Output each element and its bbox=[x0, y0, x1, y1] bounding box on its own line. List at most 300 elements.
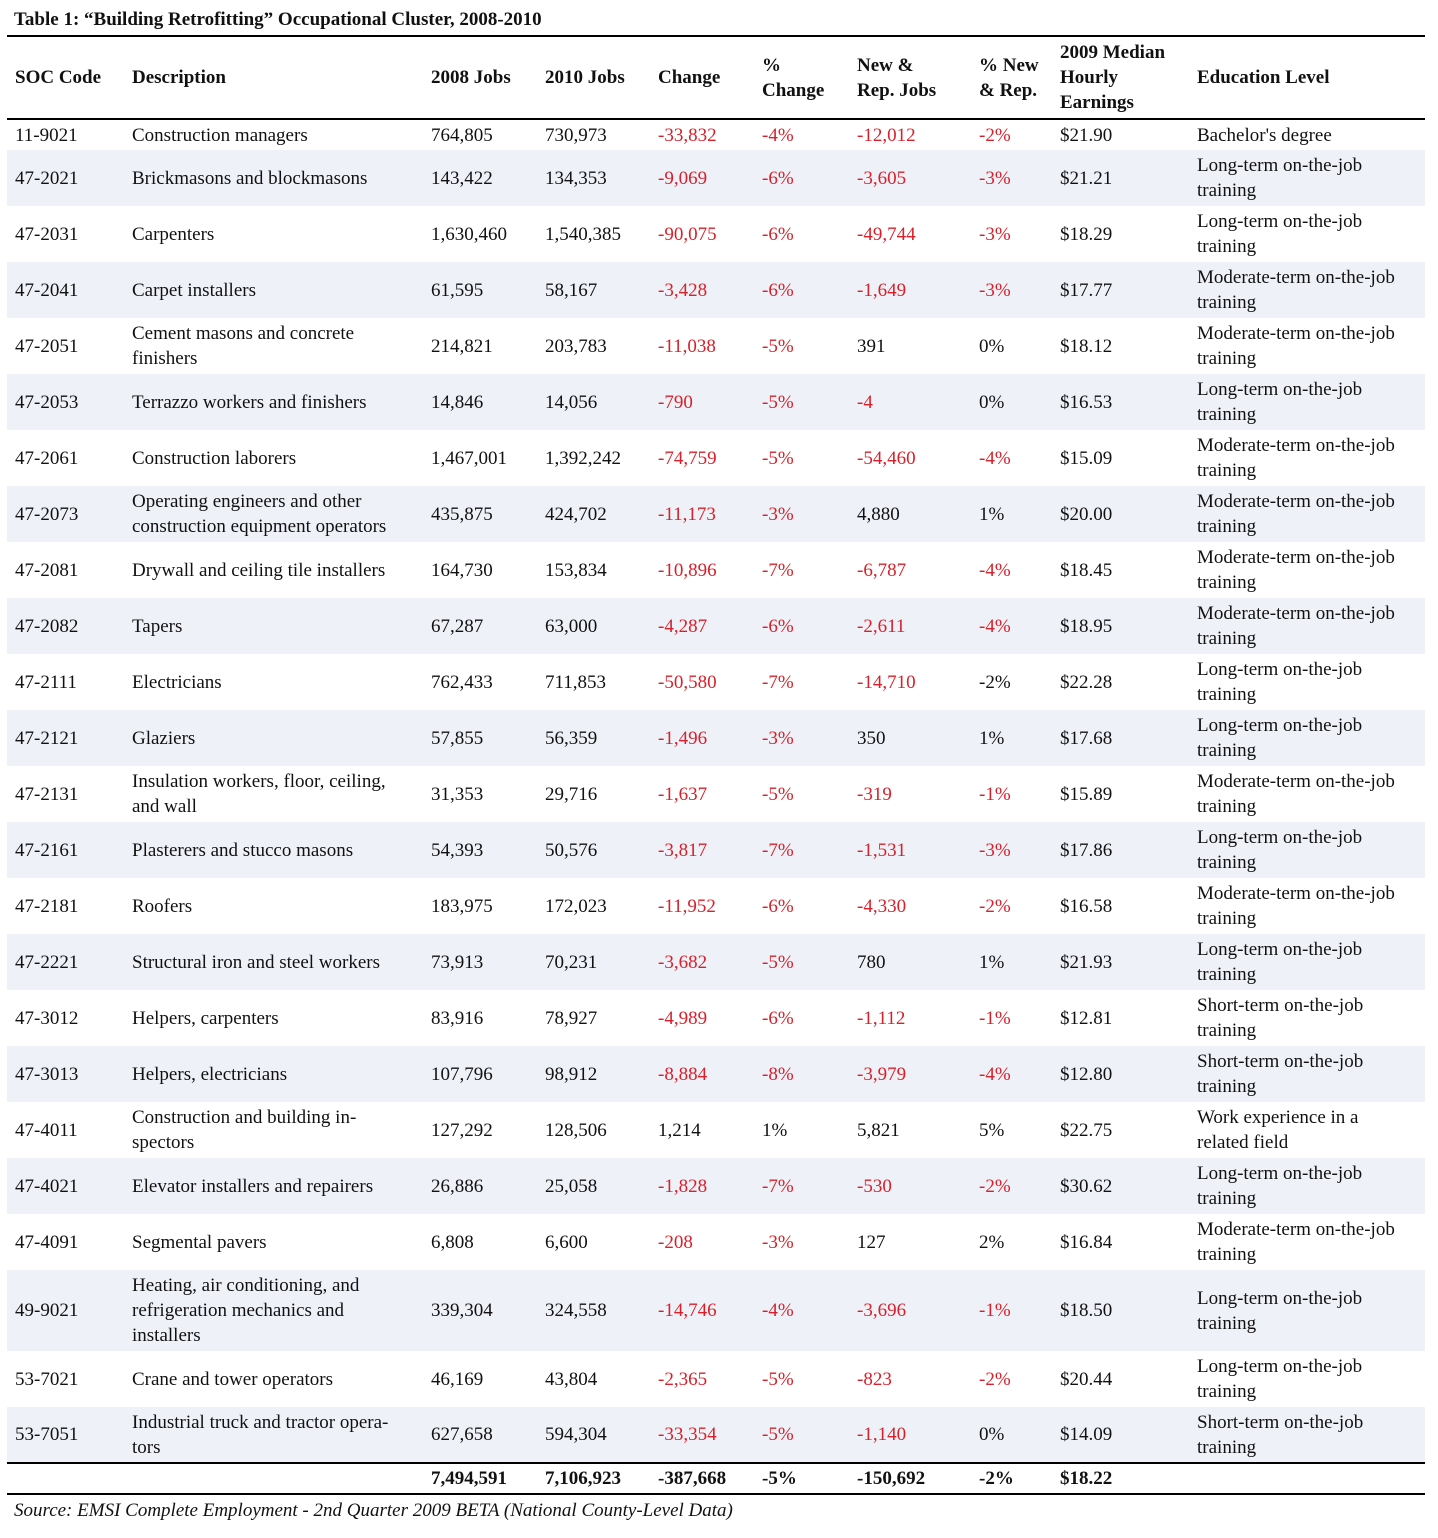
description-cell bbox=[124, 1351, 423, 1407]
description-cell-line: Glaziers bbox=[132, 727, 196, 749]
description-cell bbox=[124, 1102, 423, 1158]
description-cell-line: Segmental pavers bbox=[132, 1231, 267, 1253]
pct-new-rep-cell: 5% bbox=[979, 1119, 1005, 1141]
jobs-2008-cell: 164,730 bbox=[431, 559, 493, 581]
header-median-earnings bbox=[1052, 36, 1189, 119]
pct-new-rep-cell: 0% bbox=[979, 335, 1005, 357]
pct-change-cell: -3% bbox=[754, 486, 849, 542]
new-rep-jobs-cell: -1,140 bbox=[849, 1407, 971, 1463]
education-level-cell-line: Long-term on-the-job bbox=[1197, 827, 1363, 848]
pct-change-cell: -5% bbox=[754, 934, 849, 990]
soc-code-cell: 47-2082 bbox=[7, 598, 124, 654]
jobs-2008-cell: 764,805 bbox=[431, 124, 493, 146]
pct-new-rep-cell: -4% bbox=[971, 1046, 1052, 1102]
header-pct-new-line1: % New bbox=[979, 54, 1039, 76]
jobs-2010-cell: 50,576 bbox=[537, 822, 650, 878]
table-row bbox=[7, 598, 1425, 654]
education-level-cell-line: Moderate-term on-the-job bbox=[1197, 323, 1395, 344]
table-row bbox=[7, 542, 1425, 598]
pct-change-cell: -7% bbox=[762, 559, 794, 581]
header-new-rep-line1: New & bbox=[857, 54, 914, 76]
education-level-cell bbox=[1189, 598, 1425, 654]
totals-soc-cell bbox=[7, 1463, 124, 1494]
change-cell: -33,354 bbox=[650, 1407, 754, 1463]
education-level-cell-line: Short-term on-the-job bbox=[1197, 995, 1364, 1016]
change-cell: -3,682 bbox=[650, 934, 754, 990]
header-change: Change bbox=[650, 36, 754, 119]
table-row bbox=[7, 1102, 1425, 1158]
header-soc-code: SOC Code bbox=[7, 36, 124, 119]
pct-new-rep-cell: -2% bbox=[979, 671, 1011, 693]
description-cell bbox=[124, 878, 423, 934]
pct-change-cell: 1% bbox=[762, 1119, 788, 1141]
total-2010-jobs: 7,106,923 bbox=[537, 1463, 650, 1494]
new-rep-jobs-cell: -1,649 bbox=[849, 262, 971, 318]
totals-description-cell bbox=[124, 1463, 423, 1494]
pct-new-rep-cell: -3% bbox=[971, 262, 1052, 318]
education-level-cell bbox=[1189, 1407, 1425, 1463]
pct-new-rep-cell: 1% bbox=[971, 934, 1052, 990]
jobs-2008-cell: 31,353 bbox=[431, 783, 484, 805]
jobs-2010-cell: 25,058 bbox=[537, 1158, 650, 1214]
education-level-cell bbox=[1189, 766, 1425, 822]
education-level-cell-line: Moderate-term on-the-job bbox=[1197, 435, 1395, 456]
pct-new-rep-cell: -3% bbox=[979, 223, 1011, 245]
new-rep-jobs-cell: -14,710 bbox=[857, 671, 916, 693]
education-level-cell-line: Long-term on-the-job bbox=[1197, 211, 1363, 232]
change-cell: -1,496 bbox=[650, 710, 754, 766]
description-cell bbox=[124, 822, 423, 878]
change-cell: -33,832 bbox=[658, 124, 717, 146]
table-row bbox=[7, 934, 1425, 990]
description-cell-line: tors bbox=[132, 1436, 161, 1458]
header-earnings-line3: Earnings bbox=[1060, 92, 1134, 113]
education-level-cell bbox=[1189, 1270, 1425, 1351]
pct-new-rep-cell: -2% bbox=[979, 1368, 1011, 1390]
jobs-2008-cell: 107,796 bbox=[423, 1046, 537, 1102]
new-rep-jobs-cell: -6,787 bbox=[857, 559, 907, 581]
jobs-2010-cell: 134,353 bbox=[537, 150, 650, 206]
total-change: -387,668 bbox=[650, 1463, 754, 1494]
pct-change-cell: -6% bbox=[762, 895, 794, 917]
education-level-cell bbox=[1189, 1214, 1425, 1270]
description-cell-line: Cement masons and concrete bbox=[132, 323, 355, 344]
new-rep-jobs-cell: -823 bbox=[857, 1368, 892, 1390]
new-rep-jobs-cell: 5,821 bbox=[857, 1119, 900, 1141]
change-cell: -10,896 bbox=[658, 559, 717, 581]
change-cell: -1,637 bbox=[658, 783, 708, 805]
education-level-cell-line: training bbox=[1197, 516, 1257, 537]
education-level-cell-line: training bbox=[1197, 852, 1257, 873]
jobs-2008-cell: 46,169 bbox=[431, 1368, 484, 1390]
jobs-2008-cell: 214,821 bbox=[431, 335, 493, 357]
change-cell: 1,214 bbox=[658, 1119, 701, 1141]
description-cell-line: Industrial truck and tractor opera- bbox=[132, 1411, 389, 1433]
table-row bbox=[7, 766, 1425, 822]
median-earnings-cell: $16.84 bbox=[1060, 1231, 1113, 1253]
soc-code-cell: 47-4021 bbox=[7, 1158, 124, 1214]
median-earnings-cell: $17.77 bbox=[1052, 262, 1189, 318]
jobs-2008-cell: 627,658 bbox=[423, 1407, 537, 1463]
new-rep-jobs-cell: -1,531 bbox=[849, 822, 971, 878]
jobs-2010-cell: 1,540,385 bbox=[545, 223, 621, 245]
education-level-cell-line: training bbox=[1197, 236, 1257, 257]
header-pct-change-line2: Change bbox=[762, 79, 825, 101]
pct-change-cell: -6% bbox=[762, 1007, 794, 1029]
education-level-cell-line: training bbox=[1197, 348, 1257, 369]
new-rep-jobs-cell: -3,696 bbox=[849, 1270, 971, 1351]
education-level-cell-line: Moderate-term on-the-job bbox=[1197, 1219, 1395, 1240]
soc-code-cell: 53-7051 bbox=[7, 1407, 124, 1463]
occupation-table bbox=[7, 35, 1425, 1495]
education-level-cell-line: training bbox=[1197, 292, 1257, 313]
table-row bbox=[7, 1407, 1425, 1463]
median-earnings-cell: $18.45 bbox=[1060, 559, 1113, 581]
education-level-cell-line: training bbox=[1197, 796, 1257, 817]
median-earnings-cell: $22.75 bbox=[1060, 1119, 1113, 1141]
jobs-2010-cell: 70,231 bbox=[537, 934, 650, 990]
soc-code-cell: 47-2031 bbox=[15, 223, 79, 245]
jobs-2008-cell: 26,886 bbox=[423, 1158, 537, 1214]
median-earnings-cell: $17.68 bbox=[1052, 710, 1189, 766]
description-cell-line: Drywall and ceiling tile installers bbox=[132, 559, 386, 581]
header-2008-jobs: 2008 Jobs bbox=[423, 36, 537, 119]
pct-new-rep-cell: -1% bbox=[971, 1270, 1052, 1351]
change-cell: -4,287 bbox=[650, 598, 754, 654]
education-level-cell-line: training bbox=[1197, 1076, 1257, 1097]
education-level-cell-line: training bbox=[1197, 1188, 1257, 1209]
table-row bbox=[7, 710, 1425, 766]
jobs-2008-cell: 339,304 bbox=[423, 1270, 537, 1351]
median-earnings-cell: $12.80 bbox=[1052, 1046, 1189, 1102]
education-level-cell-line: training bbox=[1197, 1381, 1257, 1402]
jobs-2010-cell: 153,834 bbox=[545, 559, 607, 581]
table-caption: Table 1: “Building Retrofitting” Occupational Cluster, 2008-2010 bbox=[14, 9, 542, 30]
new-rep-jobs-cell: 350 bbox=[849, 710, 971, 766]
new-rep-jobs-cell: -3,605 bbox=[849, 150, 971, 206]
new-rep-jobs-cell: -4 bbox=[849, 374, 971, 430]
description-cell bbox=[124, 374, 423, 430]
median-earnings-cell: $20.00 bbox=[1052, 486, 1189, 542]
description-cell bbox=[124, 934, 423, 990]
education-level-cell bbox=[1189, 1158, 1425, 1214]
soc-code-cell: 11-9021 bbox=[15, 124, 78, 146]
jobs-2008-cell: 57,855 bbox=[423, 710, 537, 766]
pct-change-cell: -5% bbox=[754, 374, 849, 430]
change-cell: -1,828 bbox=[650, 1158, 754, 1214]
pct-new-rep-cell: -3% bbox=[971, 822, 1052, 878]
change-cell: -9,069 bbox=[650, 150, 754, 206]
median-earnings-cell: $21.93 bbox=[1052, 934, 1189, 990]
pct-change-cell: -5% bbox=[762, 783, 794, 805]
header-pct-new-line2: & Rep. bbox=[979, 79, 1038, 101]
jobs-2008-cell: 1,630,460 bbox=[431, 223, 507, 245]
education-level-cell-line: Moderate-term on-the-job bbox=[1197, 547, 1395, 568]
education-level-cell-line: Moderate-term on-the-job bbox=[1197, 491, 1395, 512]
education-level-cell-line: training bbox=[1197, 628, 1257, 649]
education-level-cell-line: training bbox=[1197, 1020, 1257, 1041]
pct-new-rep-cell: 1% bbox=[971, 710, 1052, 766]
description-cell-line: Helpers, electricians bbox=[132, 1063, 288, 1085]
education-level-cell-line: training bbox=[1197, 1312, 1257, 1334]
pct-new-rep-cell: -2% bbox=[971, 1158, 1052, 1214]
jobs-2010-cell: 14,056 bbox=[537, 374, 650, 430]
table-row bbox=[7, 654, 1425, 710]
median-earnings-cell: $21.90 bbox=[1060, 124, 1113, 146]
jobs-2008-cell: 73,913 bbox=[423, 934, 537, 990]
description-cell bbox=[124, 150, 423, 206]
change-cell: -90,075 bbox=[658, 223, 717, 245]
soc-code-cell: 47-2131 bbox=[15, 783, 79, 805]
table-totals bbox=[7, 1463, 1425, 1494]
change-cell: -11,173 bbox=[650, 486, 754, 542]
pct-new-rep-cell: 0% bbox=[971, 1407, 1052, 1463]
pct-change-cell: -4% bbox=[754, 1270, 849, 1351]
education-level-cell-line: training bbox=[1197, 1436, 1257, 1458]
education-level-cell-line: training bbox=[1197, 180, 1257, 201]
table-row bbox=[7, 150, 1425, 206]
description-cell bbox=[124, 119, 423, 150]
header-pct-change bbox=[754, 36, 849, 119]
description-cell-line: installers bbox=[132, 1325, 201, 1346]
education-level-cell-line: training bbox=[1197, 460, 1257, 481]
jobs-2010-cell: 172,023 bbox=[545, 895, 607, 917]
jobs-2008-cell: 61,595 bbox=[423, 262, 537, 318]
description-cell-line: Construction and building in- bbox=[132, 1107, 357, 1128]
source-note: Source: EMSI Complete Employment - 2nd Quarter 2009 BETA (National County-Level Data) bbox=[14, 1500, 733, 1521]
change-cell: -14,746 bbox=[650, 1270, 754, 1351]
jobs-2010-cell: 1,392,242 bbox=[545, 447, 621, 469]
education-level-cell-line: related field bbox=[1197, 1132, 1289, 1153]
pct-new-rep-cell: -1% bbox=[979, 1007, 1011, 1029]
education-level-cell bbox=[1189, 262, 1425, 318]
new-rep-jobs-cell: 4,880 bbox=[849, 486, 971, 542]
soc-code-cell: 47-2061 bbox=[15, 447, 79, 469]
pct-change-cell: -6% bbox=[754, 150, 849, 206]
jobs-2008-cell: 762,433 bbox=[431, 671, 493, 693]
jobs-2008-cell: 183,975 bbox=[431, 895, 493, 917]
jobs-2010-cell: 203,783 bbox=[545, 335, 607, 357]
new-rep-jobs-cell: -1,112 bbox=[857, 1007, 906, 1029]
soc-code-cell: 47-2161 bbox=[7, 822, 124, 878]
pct-new-rep-cell: -2% bbox=[979, 895, 1011, 917]
description-cell bbox=[124, 990, 423, 1046]
education-level-cell bbox=[1189, 654, 1425, 710]
soc-code-cell: 47-2221 bbox=[7, 934, 124, 990]
totals-education-cell bbox=[1189, 1463, 1425, 1494]
total-pct-new-rep: -2% bbox=[971, 1463, 1052, 1494]
education-level-cell-line: Long-term on-the-job bbox=[1197, 379, 1363, 400]
description-cell-line: construction equipment operators bbox=[132, 516, 387, 537]
description-cell-line: Insulation workers, floor, ceiling, bbox=[132, 771, 386, 792]
jobs-2008-cell: 127,292 bbox=[431, 1119, 493, 1141]
description-cell bbox=[124, 1214, 423, 1270]
pct-change-cell: -5% bbox=[754, 1407, 849, 1463]
header-earnings-line2: Hourly bbox=[1060, 67, 1119, 88]
description-cell bbox=[124, 430, 423, 486]
soc-code-cell: 47-3012 bbox=[15, 1007, 79, 1029]
jobs-2008-cell: 1,467,001 bbox=[431, 447, 507, 469]
total-pct-change: -5% bbox=[754, 1463, 849, 1494]
soc-code-cell: 47-3013 bbox=[7, 1046, 124, 1102]
soc-code-cell: 47-2111 bbox=[15, 671, 77, 693]
header-pct-change-line1: % bbox=[762, 54, 781, 76]
pct-change-cell: -5% bbox=[762, 335, 794, 357]
change-cell: -11,952 bbox=[658, 895, 716, 917]
pct-change-cell: -6% bbox=[762, 223, 794, 245]
table-row bbox=[7, 374, 1425, 430]
jobs-2010-cell: 711,853 bbox=[545, 671, 607, 693]
soc-code-cell: 47-2053 bbox=[7, 374, 124, 430]
education-level-cell-line: Work experience in a bbox=[1197, 1107, 1359, 1128]
median-earnings-cell: $30.62 bbox=[1052, 1158, 1189, 1214]
totals-row bbox=[7, 1463, 1425, 1494]
median-earnings-cell: $18.95 bbox=[1052, 598, 1189, 654]
pct-change-cell: -7% bbox=[762, 671, 794, 693]
table-row bbox=[7, 1046, 1425, 1102]
jobs-2010-cell: 43,804 bbox=[545, 1368, 598, 1390]
education-level-cell bbox=[1189, 374, 1425, 430]
soc-code-cell: 47-2041 bbox=[7, 262, 124, 318]
description-cell-line: Elevator installers and repairers bbox=[132, 1175, 374, 1197]
description-cell-line: Terrazzo workers and finishers bbox=[132, 391, 367, 413]
description-cell-line: Operating engineers and other bbox=[132, 491, 362, 512]
table-row bbox=[7, 822, 1425, 878]
education-level-cell bbox=[1189, 318, 1425, 374]
education-level-cell-line: Long-term on-the-job bbox=[1197, 939, 1363, 960]
soc-code-cell: 47-2021 bbox=[7, 150, 124, 206]
jobs-2008-cell: 143,422 bbox=[423, 150, 537, 206]
description-cell bbox=[124, 1407, 423, 1463]
change-cell: -11,038 bbox=[658, 335, 716, 357]
median-earnings-cell: $16.53 bbox=[1052, 374, 1189, 430]
pct-new-rep-cell: 1% bbox=[971, 486, 1052, 542]
pct-new-rep-cell: -1% bbox=[979, 783, 1011, 805]
pct-new-rep-cell: 0% bbox=[971, 374, 1052, 430]
education-level-cell bbox=[1189, 542, 1425, 598]
new-rep-jobs-cell: -319 bbox=[857, 783, 892, 805]
table-row bbox=[7, 1351, 1425, 1407]
table-row bbox=[7, 318, 1425, 374]
soc-code-cell: 47-2051 bbox=[15, 335, 79, 357]
median-earnings-cell: $17.86 bbox=[1052, 822, 1189, 878]
jobs-2010-cell: 594,304 bbox=[537, 1407, 650, 1463]
soc-code-cell: 47-4011 bbox=[15, 1119, 78, 1141]
median-earnings-cell: $20.44 bbox=[1060, 1368, 1113, 1390]
pct-change-cell: -8% bbox=[754, 1046, 849, 1102]
new-rep-jobs-cell: -49,744 bbox=[857, 223, 916, 245]
new-rep-jobs-cell: -3,979 bbox=[849, 1046, 971, 1102]
change-cell: -8,884 bbox=[650, 1046, 754, 1102]
pct-change-cell: -3% bbox=[754, 710, 849, 766]
median-earnings-cell: $15.89 bbox=[1060, 783, 1113, 805]
jobs-2010-cell: 29,716 bbox=[545, 783, 598, 805]
description-cell-line: Plasterers and stucco masons bbox=[132, 839, 354, 861]
median-earnings-cell: $12.81 bbox=[1060, 1007, 1113, 1029]
median-earnings-cell: $18.50 bbox=[1052, 1270, 1189, 1351]
header-new-rep-line2: Rep. Jobs bbox=[857, 79, 937, 101]
table-row bbox=[7, 878, 1425, 934]
jobs-2010-cell: 424,702 bbox=[537, 486, 650, 542]
education-level-cell-line: Long-term on-the-job bbox=[1197, 155, 1363, 176]
jobs-2010-cell: 730,973 bbox=[545, 124, 607, 146]
soc-code-cell: 47-2081 bbox=[15, 559, 79, 581]
jobs-2008-cell: 67,287 bbox=[423, 598, 537, 654]
description-cell-line: Heating, air conditioning, and bbox=[132, 1275, 360, 1296]
description-cell bbox=[124, 598, 423, 654]
education-level-cell bbox=[1189, 486, 1425, 542]
education-level-cell-line: Long-term on-the-job bbox=[1197, 715, 1363, 736]
education-level-cell-line: Bachelor's degree bbox=[1197, 124, 1332, 146]
education-level-cell bbox=[1189, 822, 1425, 878]
table-row bbox=[7, 1270, 1425, 1351]
description-cell-line: Brickmasons and blockmasons bbox=[132, 167, 368, 189]
pct-change-cell: -7% bbox=[754, 822, 849, 878]
education-level-cell-line: Moderate-term on-the-job bbox=[1197, 267, 1395, 288]
pct-change-cell: -5% bbox=[762, 1368, 794, 1390]
total-median-earnings: $18.22 bbox=[1052, 1463, 1189, 1494]
education-level-cell-line: Long-term on-the-job bbox=[1197, 659, 1363, 680]
new-rep-jobs-cell: -54,460 bbox=[857, 447, 916, 469]
header-earnings-line1: 2009 Median bbox=[1060, 42, 1166, 63]
education-level-cell bbox=[1189, 878, 1425, 934]
header-description: Description bbox=[124, 36, 423, 119]
pct-new-rep-cell: -2% bbox=[979, 124, 1011, 146]
description-cell bbox=[124, 1158, 423, 1214]
pct-change-cell: -5% bbox=[762, 447, 794, 469]
education-level-cell bbox=[1189, 710, 1425, 766]
jobs-2008-cell: 435,875 bbox=[423, 486, 537, 542]
change-cell: -3,428 bbox=[650, 262, 754, 318]
change-cell: -74,759 bbox=[658, 447, 717, 469]
pct-change-cell: -3% bbox=[762, 1231, 794, 1253]
jobs-2008-cell: 6,808 bbox=[431, 1231, 474, 1253]
soc-code-cell: 53-7021 bbox=[15, 1368, 79, 1390]
description-cell bbox=[124, 766, 423, 822]
description-cell-line: Carpenters bbox=[132, 223, 215, 245]
education-level-cell-line: training bbox=[1197, 964, 1257, 985]
table-row bbox=[7, 430, 1425, 486]
jobs-2010-cell: 98,912 bbox=[537, 1046, 650, 1102]
table-row bbox=[7, 1214, 1425, 1270]
new-rep-jobs-cell: -4,330 bbox=[857, 895, 907, 917]
median-earnings-cell: $22.28 bbox=[1060, 671, 1113, 693]
education-level-cell-line: Short-term on-the-job bbox=[1197, 1411, 1364, 1433]
jobs-2010-cell: 56,359 bbox=[537, 710, 650, 766]
pct-change-cell: -4% bbox=[762, 124, 794, 146]
pct-change-cell: -6% bbox=[754, 598, 849, 654]
education-level-cell bbox=[1189, 1351, 1425, 1407]
description-cell bbox=[124, 486, 423, 542]
education-level-cell-line: training bbox=[1197, 572, 1257, 593]
soc-code-cell: 47-2073 bbox=[7, 486, 124, 542]
new-rep-jobs-cell: 127 bbox=[857, 1231, 886, 1253]
description-cell-line: Helpers, carpenters bbox=[132, 1007, 279, 1029]
education-level-cell-line: training bbox=[1197, 740, 1257, 761]
median-earnings-cell: $15.09 bbox=[1060, 447, 1113, 469]
median-earnings-cell: $18.29 bbox=[1060, 223, 1113, 245]
education-level-cell bbox=[1189, 150, 1425, 206]
soc-code-cell: 47-2121 bbox=[7, 710, 124, 766]
change-cell: -50,580 bbox=[658, 671, 717, 693]
description-cell-line: Electricians bbox=[132, 671, 222, 693]
description-cell-line: Construction laborers bbox=[132, 447, 297, 469]
jobs-2010-cell: 324,558 bbox=[537, 1270, 650, 1351]
education-level-cell bbox=[1189, 206, 1425, 262]
education-level-cell-line: training bbox=[1197, 404, 1257, 425]
description-cell bbox=[124, 262, 423, 318]
education-level-cell-line: training bbox=[1197, 908, 1257, 929]
